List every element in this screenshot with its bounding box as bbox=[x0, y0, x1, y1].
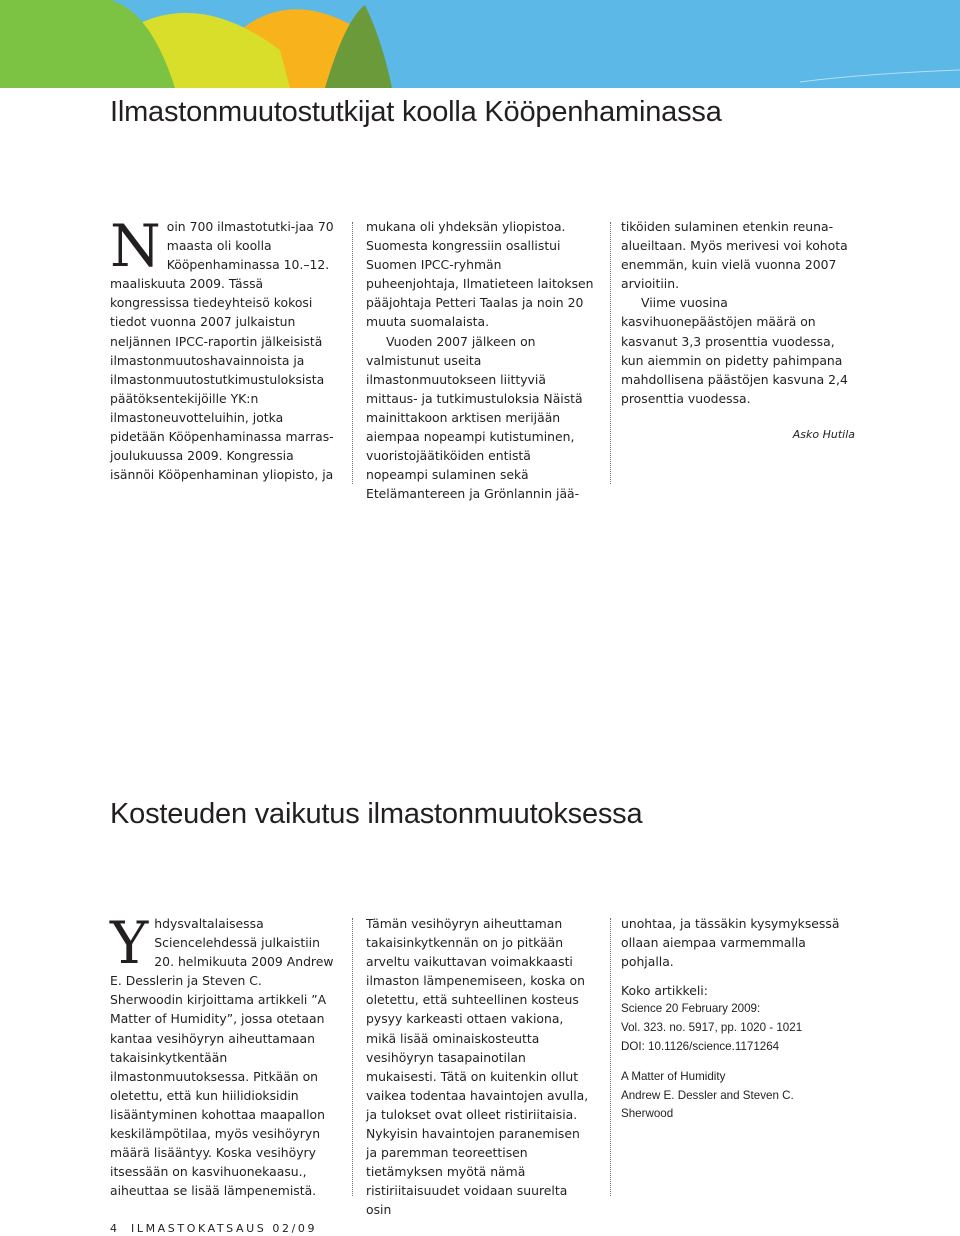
article2-col2-text: Tämän vesihöyryn aiheuttaman takaisinkytkennän on jo pitkään arveltu vaikuttavan voimakkaasti ilmaston lämpenemiseen, koska on oletettu, että suhteellinen kosteus pysyy karkeasti ottaen vakiona, mikä lisää ominaiskosteutta vesihöyryn tasapainotilan mukaisesti. Tätä on kuitenkin ollut vaikea todentaa havaintojen avulla, ja tulokset ovat olleet ristiriitaisia. Nykyisin havaintojen paranemisen ja paremman teoreettisen tietämyksen myötä nämä ristiriitaisuudet voidaan suurelta osin bbox=[366, 916, 589, 1218]
page-footer bbox=[110, 1222, 317, 1235]
article1-col2-paragraph-1: mukana oli yhdeksän yliopistoa. Suomesta kongressiin osallistui Suomen IPCC-ryhmän puheenjohtaja, Ilmatieteen laitoksen pääjohtaja Petteri Taalas ja noin 20 muuta suomalaista. bbox=[366, 219, 594, 330]
reference-volume: Vol. 323. no. 5917, pp. 1020 - 1021 bbox=[621, 1020, 803, 1034]
banner-graphic bbox=[0, 0, 960, 88]
drop-cap: N bbox=[110, 212, 161, 280]
drop-cap: Y bbox=[110, 909, 149, 977]
reference-article-title: A Matter of Humidity bbox=[621, 1070, 726, 1084]
article2-col3-text: unohtaa, ja tässäkin kysymyksessä ollaan aiempaa varmemmalla pohjalla. bbox=[621, 916, 840, 970]
reference-label: Koko artikkeli: bbox=[621, 983, 708, 999]
article1-column-3 bbox=[621, 217, 849, 408]
article1-col3-paragraph-1: tiköiden sulaminen etenkin reuna-alueiltaan. Myös merivesi voi kohota enemmän, kuin vielä vuonna 2007 arvioitiin. bbox=[621, 219, 848, 292]
article2-column-2 bbox=[366, 914, 594, 1220]
author-signature: Asko Hutila bbox=[792, 428, 855, 441]
reference-journal: Science 20 February 2009: bbox=[621, 1002, 761, 1016]
column-divider bbox=[352, 222, 353, 484]
column-divider bbox=[610, 918, 611, 1196]
column-divider bbox=[610, 222, 611, 484]
article-title-copenhagen: Ilmastonmuutostutkijat koolla Kööpenhaminassa bbox=[110, 96, 722, 128]
article2-column-1 bbox=[110, 909, 338, 1200]
column-divider bbox=[352, 918, 353, 1196]
publication-name: ILMASTOKATSAUS 02/09 bbox=[131, 1222, 318, 1235]
header-color-banner bbox=[0, 0, 960, 88]
article2-col1-text: hdysvaltalaisessa Sciencelehdessä julkaistiin 20. helmikuuta 2009 Andrew E. Desslerin ja Steven C. Sherwoodin kirjoittama artikkeli ”A Matter of Humidity”, jossa otetaan kantaa vesihöyryn aiheuttamaan takaisinkytkentään ilmastonmuutoksessa. Pitkään on oletettu, että kun hiilidioksidin lisääntyminen kohottaa maapallon keskilämpötilaa, myös vesihöyryn määrä lisääntyy. Koska vesihöyry itsessään on kasvihuonekaasu., aiheuttaa se lisää lämpenemistä. bbox=[110, 916, 334, 1199]
reference-doi: DOI: 10.1126/science.1171264 bbox=[621, 1039, 780, 1053]
article1-column-1 bbox=[110, 212, 338, 484]
page-number: 4 bbox=[110, 1222, 117, 1235]
article1-col2-paragraph-2: Vuoden 2007 jälkeen on valmistunut useita ilmastonmuutokseen liittyviä mittaus- ja tutkimustuloksia Näistä mainittakoon arktisen merijään aiempaa nopeampi kutistuminen, vuoristojäätiköiden entistä nopeampi sulaminen sekä Etelämantereen ja Grönlannin jää- bbox=[366, 333, 583, 502]
article2-column-3 bbox=[621, 914, 849, 1124]
article1-col1-text: oin 700 ilmastotutki-jaa 70 maasta oli koolla Kööpenhaminassa 10.–12. maaliskuuta 2009. Tässä kongressissa tiedeyhteisö kokosi tiedot vuonna 2007 julkaistun neljännen IPCC-raportin jälkeisistä ilmastonmuutoshavainnoista ja ilmastonmuutostutkimustuloksista päätöksentekijöille YK:n ilmastoneuvotteluihin, jotka pidetään Kööpenhaminassa marras-joulukuussa 2009. Kongressia isännöi Kööpenhaminan yliopisto, ja bbox=[110, 219, 334, 483]
article-title-humidity: Kosteuden vaikutus ilmastonmuutoksessa bbox=[110, 798, 643, 830]
article1-col3-paragraph-2: Viime vuosina kasvihuonepäästöjen määrä on kasvanut 3,3 prosenttia vuodessa, kun aiemmin on pidetty pahimpana mahdollisena päästöjen kasvuna 2,4 prosenttia vuodessa. bbox=[621, 295, 848, 406]
article1-column-2 bbox=[366, 217, 594, 503]
reference-authors: Andrew E. Dessler and Steven C. Sherwood bbox=[621, 1088, 794, 1121]
